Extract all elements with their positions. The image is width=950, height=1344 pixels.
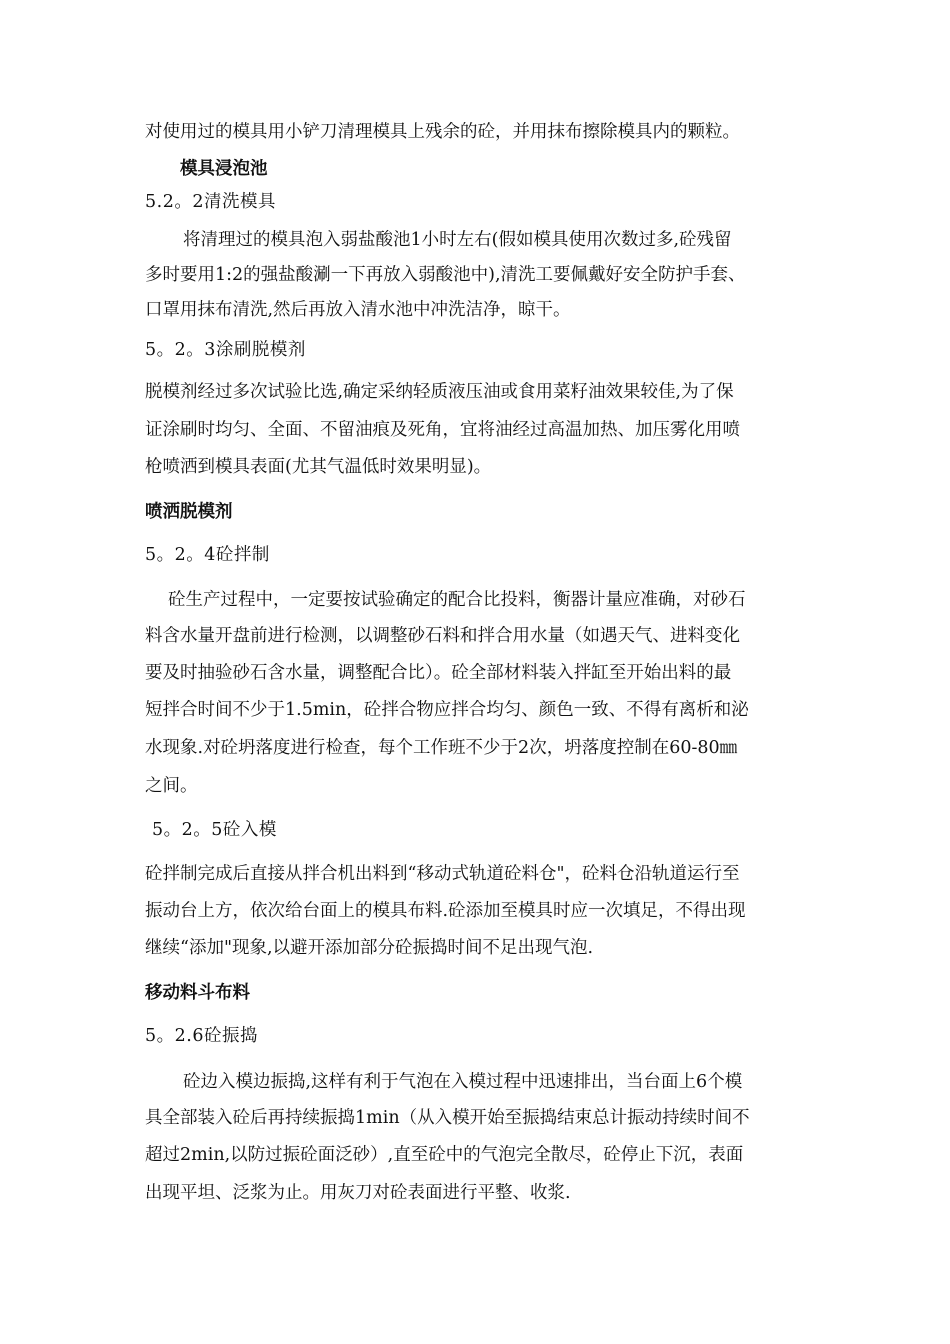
paragraph-mixing-line-3: 要及时抽验砂石含水量，调整配合比）。砼全部材料装入拌缸至开始出料的最: [145, 663, 732, 683]
section-heading-5-2-3: 5。2。3涂刷脱模剂: [145, 340, 306, 360]
paragraph-vibrating-line-3: 超过2min,以防过振砼面泛砂）,直至砼中的气泡完全散尽，砼停止下沉，表面: [145, 1145, 744, 1165]
paragraph-washing-line-3: 口罩用抹布清洗,然后再放入清水池中冲洗洁净，晾干。: [145, 300, 571, 320]
paragraph-mixing-line-6: 之间。: [145, 776, 198, 796]
section-heading-5-2-5: 5。2。5砼入模: [152, 820, 277, 840]
paragraph-vibrating-line-2: 具全部装入砼后再持续振捣1min（从入模开始至振捣结束总计振动持续时间不: [145, 1108, 750, 1128]
caption-mobile-hopper: 移动料斗布料: [145, 983, 250, 1003]
caption-spraying-release-agent: 喷洒脱模剂: [145, 502, 233, 522]
paragraph-cleaning-line-1: 对使用过的模具用小铲刀清理模具上残余的砼，并用抹布擦除模具内的颗粒。: [145, 122, 740, 142]
paragraph-mixing-line-1: 砼生产过程中，一定要按试验确定的配合比投料，衡器计量应准确，对砂石: [168, 590, 746, 610]
paragraph-washing-line-2: 多时要用1:2的强盐酸涮一下再放入弱酸池中),清洗工要佩戴好安全防护手套、: [145, 265, 746, 285]
caption-mold-soaking-pool: 模具浸泡池: [180, 159, 268, 179]
paragraph-mixing-line-2: 料含水量开盘前进行检测，以调整砂石料和拌合用水量（如遇天气、进料变化: [145, 626, 740, 646]
paragraph-pouring-line-3: 继续“添加"现象,以避开添加部分砼振捣时间不足出现气泡.: [145, 938, 594, 958]
paragraph-pouring-line-1: 砼拌制完成后直接从拌合机出料到“移动式轨道砼料仓"，砼料仓沿轨道运行至: [145, 864, 740, 884]
paragraph-vibrating-line-1: 砼边入模边振捣,这样有利于气泡在入模过程中迅速排出，当台面上6个模: [183, 1072, 743, 1092]
paragraph-mixing-line-4: 短拌合时间不少于1.5min，砼拌合物应拌合均匀、颜色一致、不得有离析和泌: [145, 700, 749, 720]
section-heading-5-2-4: 5。2。4砼拌制: [145, 545, 270, 565]
section-heading-5-2-6: 5。2.6砼振捣: [145, 1026, 258, 1046]
paragraph-pouring-line-2: 振动台上方，依次给台面上的模具布料.砼添加至模具时应一次填足，不得出现: [145, 901, 746, 921]
paragraph-vibrating-line-4: 出现平坦、泛浆为止。用灰刀对砼表面进行平整、收浆.: [145, 1183, 571, 1203]
section-heading-5-2-2: 5.2。2清洗模具: [145, 192, 276, 212]
paragraph-release-agent-line-1: 脱模剂经过多次试验比选,确定采纳轻质液压油或食用菜籽油效果较佳,为了保: [145, 382, 734, 402]
paragraph-mixing-line-5: 水现象.对砼坍落度进行检查，每个工作班不少于2次，坍落度控制在60-80㎜: [145, 738, 738, 758]
paragraph-washing-line-1: 将清理过的模具泡入弱盐酸池1小时左右(假如模具使用次数过多,砼残留: [183, 230, 732, 250]
paragraph-release-agent-line-2: 证涂刷时均匀、全面、不留油痕及死角，宜将油经过高温加热、加压雾化用喷: [145, 420, 740, 440]
paragraph-release-agent-line-3: 枪喷洒到模具表面(尤其气温低时效果明显)。: [145, 457, 492, 477]
